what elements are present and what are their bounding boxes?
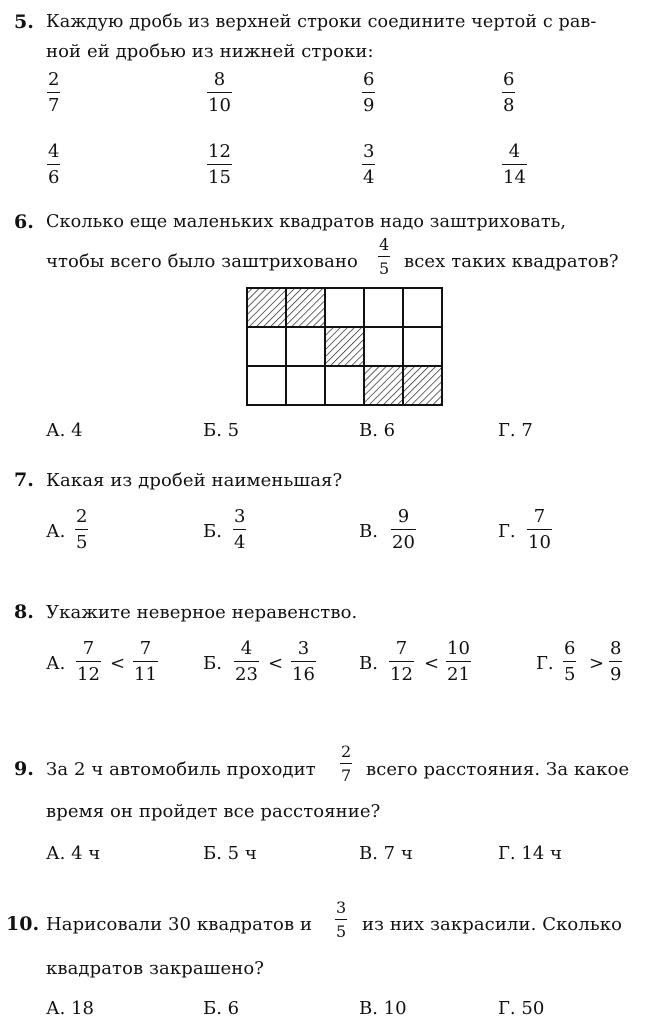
question-text-line2: квадратов закрашено? (46, 958, 265, 979)
option-d-operator: > (589, 653, 605, 674)
option-b-label: Б. (203, 521, 222, 542)
option-d-fraction: 7 10 (528, 506, 551, 553)
option-d: Г. 7 (498, 420, 533, 441)
question-text-line1-after: всего расстояния. За какое (366, 759, 630, 780)
option-d: Г. 50 (498, 998, 545, 1019)
option-c: В. 7 ч (359, 843, 413, 864)
empty-square (403, 288, 442, 327)
option-a: А. 18 (46, 998, 94, 1019)
option-d-left-fraction: 6 5 (564, 638, 576, 685)
option-b-label: Б. (203, 653, 222, 674)
bottom-fraction-3: 3 4 (363, 141, 375, 188)
question-number: 6. (14, 211, 34, 233)
shaded-square (247, 288, 286, 327)
inline-fraction: 4 5 (379, 235, 390, 278)
question-number: 8. (14, 601, 34, 623)
question-number: 9. (14, 758, 34, 780)
option-c-right-fraction: 10 21 (447, 638, 470, 685)
shaded-square (364, 366, 403, 405)
shaded-square (403, 366, 442, 405)
shaded-squares-grid (246, 287, 446, 407)
top-fraction-4: 6 8 (503, 69, 515, 116)
question-text: Какая из дробей наименьшая? (46, 470, 343, 491)
option-a-fraction: 2 5 (76, 506, 88, 553)
bottom-fraction-1: 4 6 (48, 141, 60, 188)
option-c-left-fraction: 7 12 (390, 638, 413, 685)
option-b: Б. 6 (203, 998, 240, 1019)
empty-square (403, 327, 442, 366)
option-a-operator: < (110, 653, 126, 674)
question-text-line1: Сколько еще маленьких квадратов надо заштриховать, (46, 212, 567, 232)
option-a: А. 4 (46, 420, 83, 441)
inline-fraction: 3 5 (336, 898, 347, 941)
shaded-square (325, 327, 364, 366)
empty-square (286, 366, 325, 405)
question-text-line2: ной ей дробью из нижней строки: (46, 41, 374, 62)
bottom-fraction-2: 12 15 (208, 141, 231, 188)
option-d-label: Г. (498, 521, 516, 542)
option-b-operator: < (268, 653, 284, 674)
empty-square (325, 366, 364, 405)
option-d: Г. 14 ч (498, 843, 562, 864)
question-text-line1-before: Нарисовали 30 квадратов и (46, 914, 313, 935)
option-d-label: Г. (536, 653, 554, 674)
option-b: Б. 5 ч (203, 843, 257, 864)
option-a-label: А. (46, 521, 66, 542)
top-fraction-2: 8 10 (208, 69, 231, 116)
option-b-fraction: 3 4 (234, 506, 246, 553)
empty-square (325, 288, 364, 327)
question-number: 7. (14, 469, 34, 491)
question-number: 5. (14, 11, 34, 33)
option-b-right-fraction: 3 16 (292, 638, 315, 685)
empty-square (364, 327, 403, 366)
question-text-line1-before: За 2 ч автомобиль проходит (46, 759, 316, 780)
option-b-left-fraction: 4 23 (235, 638, 258, 685)
question-text-line1: Каждую дробь из верхней строки соедините чертой с рав- (46, 12, 597, 32)
shaded-square (286, 288, 325, 327)
option-a-label: А. (46, 653, 66, 674)
option-a: А. 4 ч (46, 843, 101, 864)
inline-fraction: 2 7 (341, 742, 352, 785)
option-c-label: В. (359, 653, 378, 674)
question-text-line2-before: чтобы всего было заштриховано (46, 251, 358, 272)
option-b: Б. 5 (203, 420, 240, 441)
empty-square (286, 327, 325, 366)
question-text-line2: время он пройдет все расстояние? (46, 801, 381, 822)
question-text-line2-after: всех таких квадратов? (404, 251, 619, 272)
option-a-right-fraction: 7 11 (134, 638, 157, 685)
option-d-right-fraction: 8 9 (610, 638, 622, 685)
empty-square (247, 327, 286, 366)
top-fraction-1: 2 7 (48, 69, 60, 116)
option-c-operator: < (424, 653, 440, 674)
empty-square (364, 288, 403, 327)
question-text: Укажите неверное неравенство. (46, 602, 358, 623)
top-fraction-3: 6 9 (363, 69, 375, 116)
option-c: В. 10 (359, 998, 407, 1019)
option-c-fraction: 9 20 (392, 506, 415, 553)
question-text-line1-after: из них закрасили. Сколько (362, 914, 623, 935)
option-a-left-fraction: 7 12 (77, 638, 100, 685)
question-number: 10. (6, 913, 40, 935)
bottom-fraction-4: 4 14 (503, 141, 526, 188)
option-c: В. 6 (359, 420, 396, 441)
option-c-label: В. (359, 521, 378, 542)
empty-square (247, 366, 286, 405)
